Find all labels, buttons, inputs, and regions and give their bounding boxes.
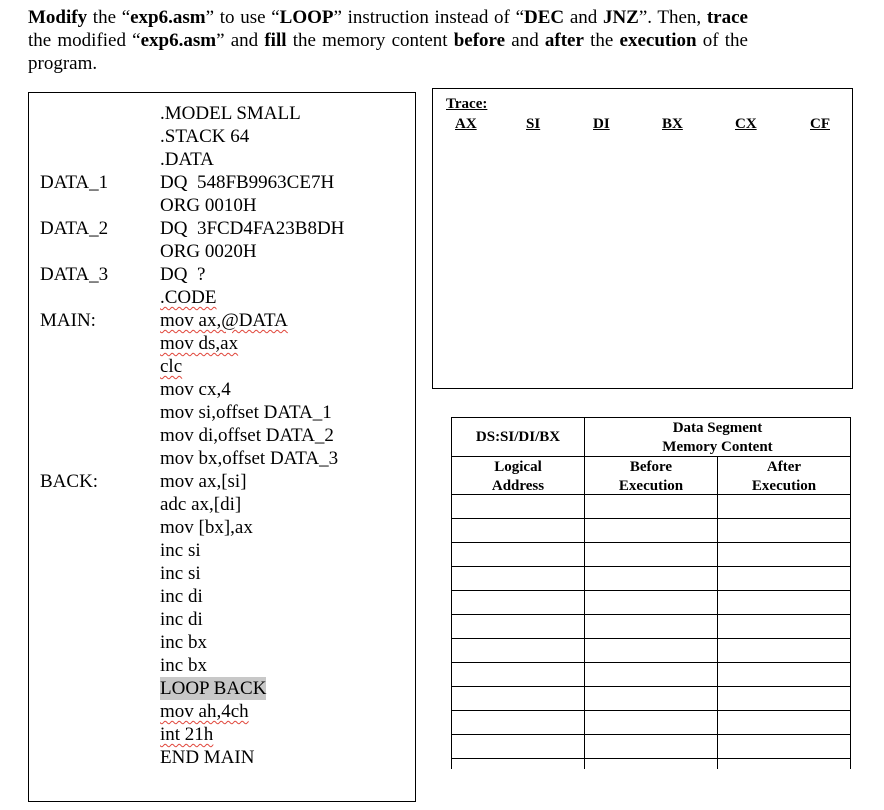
instr-word: before [453,30,506,51]
instr-word: after [544,30,584,51]
table-row [451,494,851,495]
header-after-execution-text: After Execution [751,459,817,494]
instr-text: the “ [87,7,131,28]
header-logical-address [451,456,584,494]
code-label-data-1: DATA_1 [40,172,109,193]
code-line: mov ah,4ch [160,701,249,722]
instr-word: exp6.asm [130,7,206,28]
trace-title: Trace: [446,96,488,112]
instr-text: of the program. [28,30,748,74]
table-row [451,614,851,615]
instr-word: JNZ [602,7,639,28]
table-row [451,662,851,663]
code-line: mov ax,[si] [160,471,247,492]
trace-box [432,88,853,389]
header-before-execution [584,456,717,494]
code-line: inc bx [160,655,207,676]
code-line: mov [bx],ax [160,517,253,538]
code-label-main: MAIN: [40,310,96,331]
header-data-segment-text: Data Segment Memory Content [662,420,773,455]
instr-text: the modified “ [28,30,141,51]
instr-text: ”. Then, [638,7,707,28]
code-line-highlighted: LOOP BACK [160,678,267,699]
instr-text: the memory content [286,30,454,51]
trace-col-cx: CX [735,116,757,132]
header-ds-si-di-bx [451,417,584,456]
table-border [451,494,452,769]
table-row [451,542,851,543]
code-line: ORG 0020H [160,241,257,262]
table-border [850,417,851,769]
trace-col-bx: BX [662,116,683,132]
trace-col-ax: AX [455,116,477,132]
code-line: inc di [160,609,203,630]
code-line: mov di,offset DATA_2 [160,425,334,446]
header-logical-address-text: Logical Address [491,459,545,494]
instr-text: and [505,30,545,51]
instr-word: exp6.asm [140,30,217,51]
code-line: mov cx,4 [160,379,231,400]
trace-col-di: DI [593,116,610,132]
table-row [451,686,851,687]
header-data-segment [584,417,850,456]
table-row [451,734,851,735]
code-line: ORG 0010H [160,195,257,216]
code-line: .DATA [160,149,214,170]
code-line: .CODE [160,287,217,308]
instr-word: LOOP [279,7,334,28]
instr-text: the [583,30,620,51]
code-line: mov ax,@DATA [160,310,288,331]
table-border [717,494,718,769]
code-line: inc bx [160,632,207,653]
code-label-data-3: DATA_3 [40,264,109,285]
header-after-execution [717,456,850,494]
code-line: DQ ? [160,264,206,285]
table-row [451,758,851,759]
code-line: inc si [160,563,201,584]
instr-word: Modify [28,7,88,28]
instr-word: DEC [524,7,565,28]
header-ds-si-di-bx-text: DS:SI/DI/BX [475,429,561,445]
instr-word: execution [619,30,697,51]
code-line: clc [160,356,183,377]
trace-col-cf: CF [810,116,830,132]
trace-col-si: SI [526,116,541,132]
instr-text: and [564,7,603,28]
instr-text: ” and [216,30,265,51]
code-line: DQ 3FCD4FA23B8DH [160,218,345,239]
instr-text: ” instruction instead of “ [333,7,525,28]
code-label-back: BACK: [40,471,99,492]
code-line: mov bx,offset DATA_3 [160,448,339,469]
code-line: int 21h [160,724,214,745]
code-line: DQ 548FB9963CE7H [160,172,335,193]
instr-word: fill [264,30,287,51]
code-line: mov si,offset DATA_1 [160,402,332,423]
instruction-paragraph [28,6,748,75]
code-line: adc ax,[di] [160,494,242,515]
table-row [451,638,851,639]
table-row [451,566,851,567]
code-line: inc si [160,540,201,561]
instr-text: ” to use “ [205,7,280,28]
memory-content-table [451,417,851,769]
header-before-execution-text: Before Execution [618,459,684,494]
code-listing-box [28,92,416,802]
code-line: END MAIN [160,747,255,768]
code-line: inc di [160,586,203,607]
table-row [451,518,851,519]
code-line: .STACK 64 [160,126,250,147]
table-border [584,494,585,769]
code-label-data-2: DATA_2 [40,218,109,239]
code-line: mov ds,ax [160,333,239,354]
code-line: .MODEL SMALL [160,103,301,124]
table-row [451,710,851,711]
instr-word: trace [706,7,748,28]
table-row [451,590,851,591]
